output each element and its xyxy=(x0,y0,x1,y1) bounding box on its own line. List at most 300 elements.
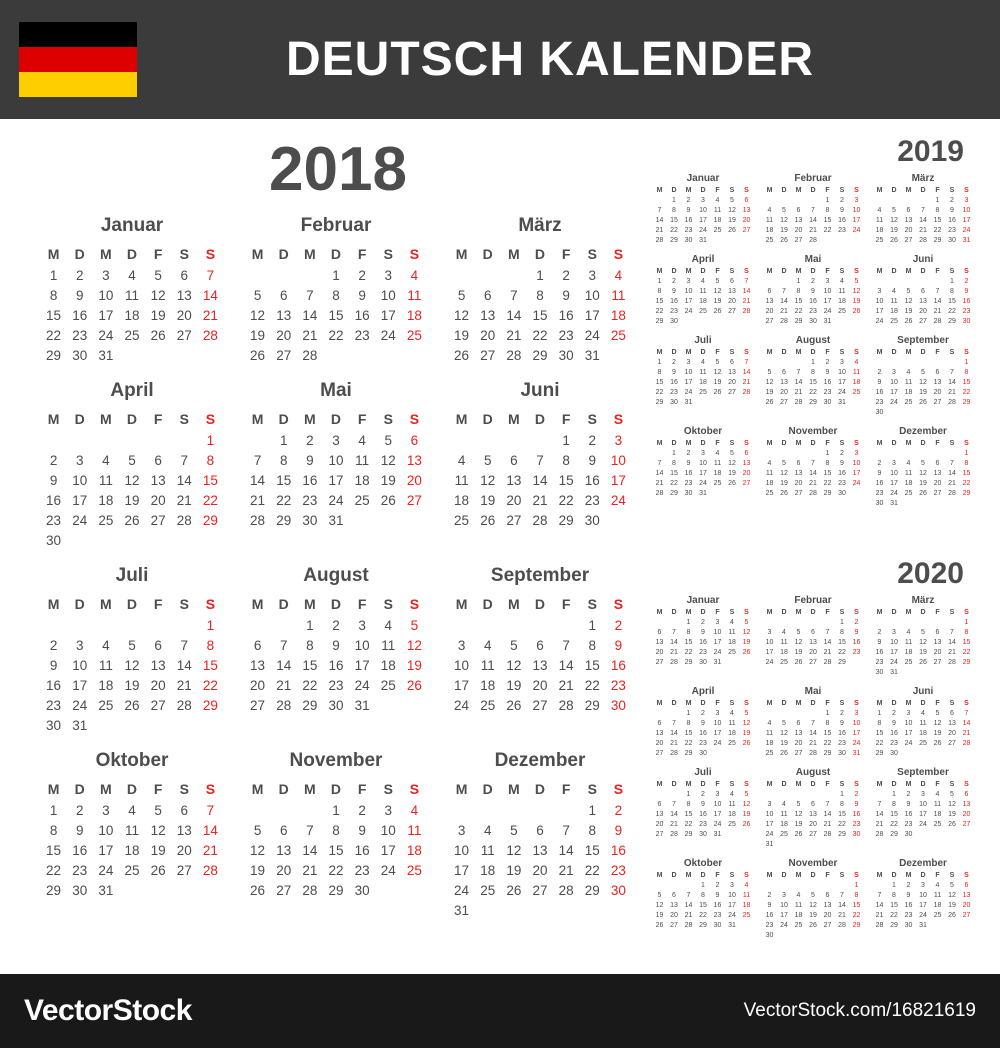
empty-day-cell xyxy=(901,668,916,678)
day-cell: 3 xyxy=(854,197,859,204)
day-cell: 22 xyxy=(890,912,898,919)
day-cell: 28 xyxy=(875,831,884,838)
empty-day-cell xyxy=(820,236,835,246)
week-row xyxy=(872,709,974,719)
weekday-header: F xyxy=(935,872,940,879)
day-cell: 18 xyxy=(838,298,846,305)
day-cell: 23 xyxy=(670,308,678,315)
empty-day-cell xyxy=(449,431,475,451)
day-cell: 10 xyxy=(852,460,861,467)
week-row xyxy=(762,931,864,941)
day-cell: 7 xyxy=(950,369,954,376)
week-row xyxy=(652,911,754,921)
year-label-2020: 2020 xyxy=(897,557,964,590)
day-cell: 5 xyxy=(483,453,492,468)
empty-day-cell xyxy=(696,398,711,408)
week-row xyxy=(41,636,224,656)
day-cell: 9 xyxy=(701,720,705,727)
weekday-header: M xyxy=(656,781,663,788)
weekday-header: S xyxy=(854,872,859,879)
week-row xyxy=(762,739,864,749)
weekday-header: S xyxy=(949,781,955,788)
day-cell: 4 xyxy=(782,801,786,808)
month-table xyxy=(872,780,974,840)
day-cell: 7 xyxy=(536,453,544,468)
empty-day-cell xyxy=(945,668,960,678)
day-cell: 18 xyxy=(765,480,774,487)
empty-day-cell xyxy=(835,931,850,941)
month-table xyxy=(762,780,864,850)
day-cell: 20 xyxy=(655,649,664,656)
week-row xyxy=(872,881,974,891)
week-row xyxy=(245,266,428,286)
weekday-header: D xyxy=(482,781,493,797)
month-name: September xyxy=(897,767,949,778)
empty-day-cell xyxy=(245,616,271,636)
day-cell: 13 xyxy=(150,473,166,488)
weekday-header: M xyxy=(766,268,773,275)
day-cell: 11 xyxy=(933,892,942,899)
empty-day-cell xyxy=(945,499,960,509)
weekday-header: S xyxy=(964,440,969,447)
day-cell: 30 xyxy=(699,659,707,666)
week-row xyxy=(762,287,864,297)
day-cell: 16 xyxy=(962,298,971,305)
day-cell: 15 xyxy=(684,730,693,737)
weekday-header: S xyxy=(744,187,749,194)
day-cell: 13 xyxy=(823,902,832,909)
day-cell: 29 xyxy=(202,698,218,713)
month-name: September xyxy=(897,335,949,346)
empty-day-cell xyxy=(872,790,887,800)
day-cell: 26 xyxy=(933,740,942,747)
weekday-header: S xyxy=(839,872,845,879)
day-cell: 13 xyxy=(933,379,942,386)
day-cell: 30 xyxy=(46,718,62,733)
week-row xyxy=(762,459,864,469)
day-cell: 28 xyxy=(933,318,942,325)
day-cell: 15 xyxy=(875,730,884,737)
day-cell: 11 xyxy=(381,638,396,653)
day-cell: 16 xyxy=(72,843,88,858)
day-cell: 10 xyxy=(890,470,898,477)
weekday-header: M xyxy=(304,596,316,612)
day-cell: 27 xyxy=(532,883,548,898)
day-cell: 21 xyxy=(875,821,884,828)
empty-day-cell xyxy=(777,840,792,850)
weekday-header: D xyxy=(891,700,897,707)
week-row xyxy=(41,451,224,471)
day-cell: 19 xyxy=(852,298,861,305)
day-cell: 9 xyxy=(767,902,772,909)
month-table xyxy=(41,779,224,901)
month-table xyxy=(449,409,632,531)
empty-day-cell xyxy=(959,408,974,418)
empty-day-cell xyxy=(872,449,887,459)
empty-day-cell xyxy=(739,236,754,246)
week-row xyxy=(449,491,632,511)
empty-day-cell xyxy=(271,801,297,821)
weekday-header: M xyxy=(656,440,663,447)
weekday-header: S xyxy=(205,781,216,797)
day-cell: 9 xyxy=(701,801,705,808)
empty-day-cell xyxy=(475,616,501,636)
week-row xyxy=(652,648,754,658)
weekday-header-row xyxy=(449,779,632,801)
day-cell: 12 xyxy=(124,473,140,488)
day-cell: 17 xyxy=(610,473,626,488)
month-table xyxy=(652,439,754,499)
day-cell: 14 xyxy=(532,473,548,488)
day-cell: 19 xyxy=(250,863,266,878)
weekday-header: S xyxy=(839,781,845,788)
empty-day-cell xyxy=(959,830,974,840)
day-cell: 22 xyxy=(823,740,832,747)
empty-day-cell xyxy=(652,709,667,719)
weekday-header-row xyxy=(762,186,864,196)
day-cell: 21 xyxy=(670,821,678,828)
empty-day-cell xyxy=(959,668,974,678)
day-cell: 14 xyxy=(742,369,751,376)
weekday-header: S xyxy=(854,268,859,275)
day-cell: 21 xyxy=(558,678,574,693)
day-cell: 10 xyxy=(584,288,600,303)
week-row xyxy=(41,676,224,696)
weekday-header: S xyxy=(744,781,749,788)
empty-day-cell xyxy=(375,346,401,366)
day-cell: 21 xyxy=(948,649,956,656)
day-cell: 27 xyxy=(728,308,736,315)
empty-day-cell xyxy=(197,346,223,366)
empty-day-cell xyxy=(171,616,197,636)
empty-day-cell xyxy=(806,931,821,941)
empty-day-cell xyxy=(762,709,777,719)
empty-day-cell xyxy=(297,801,323,821)
day-cell: 18 xyxy=(919,730,927,737)
empty-day-cell xyxy=(710,317,725,327)
week-row xyxy=(449,801,632,821)
day-cell: 25 xyxy=(852,389,861,396)
day-cell: 29 xyxy=(202,513,218,528)
day-cell: 19 xyxy=(794,649,803,656)
month-table xyxy=(652,608,754,668)
day-cell: 31 xyxy=(765,841,774,848)
empty-day-cell xyxy=(872,277,887,287)
day-cell: 24 xyxy=(890,399,898,406)
empty-day-cell xyxy=(725,317,740,327)
day-cell: 16 xyxy=(610,658,626,673)
week-row xyxy=(872,297,974,307)
weekday-header: M xyxy=(795,872,802,879)
day-cell: 10 xyxy=(713,801,722,808)
day-cell: 4 xyxy=(744,882,749,889)
week-row xyxy=(652,618,754,628)
day-cell: 19 xyxy=(506,863,522,878)
empty-day-cell xyxy=(916,749,931,759)
weekday-header: M xyxy=(766,440,773,447)
day-cell: 13 xyxy=(794,217,803,224)
day-cell: 5 xyxy=(253,288,262,303)
day-cell: 29 xyxy=(794,318,803,325)
day-cell: 8 xyxy=(672,460,676,467)
day-cell: 3 xyxy=(840,359,844,366)
day-cell: 19 xyxy=(124,678,140,693)
day-cell: 21 xyxy=(809,227,817,234)
day-cell: 10 xyxy=(875,298,884,305)
day-cell: 2 xyxy=(701,619,705,626)
weekday-header: M xyxy=(251,596,264,612)
weekday-header: D xyxy=(700,268,706,275)
day-cell: 28 xyxy=(684,922,693,929)
day-cell: 28 xyxy=(176,698,192,713)
day-cell: 24 xyxy=(852,740,861,747)
day-cell: 25 xyxy=(124,328,140,343)
day-cell: 29 xyxy=(670,490,678,497)
day-cell: 5 xyxy=(921,369,925,376)
day-cell: 19 xyxy=(765,389,774,396)
month-name: Juli xyxy=(115,565,149,586)
day-cell: 26 xyxy=(794,831,803,838)
week-row xyxy=(872,196,974,206)
week-row xyxy=(872,469,974,479)
day-cell: 21 xyxy=(794,389,803,396)
day-cell: 12 xyxy=(150,823,166,838)
day-cell: 21 xyxy=(809,480,817,487)
weekday-header: D xyxy=(920,700,926,707)
day-cell: 11 xyxy=(890,298,898,305)
day-cell: 15 xyxy=(823,730,832,737)
vectorstock-url: VectorStock.com/16821619 xyxy=(743,1000,976,1021)
day-cell: 20 xyxy=(532,863,548,878)
day-cell: 13 xyxy=(904,217,913,224)
month-juli xyxy=(32,565,232,736)
day-cell: 23 xyxy=(904,912,913,919)
month-september xyxy=(868,335,978,418)
day-cell: 5 xyxy=(744,710,749,717)
weekday-header: M xyxy=(685,609,692,616)
day-cell: 9 xyxy=(701,629,705,636)
weekday-header: S xyxy=(729,781,735,788)
day-cell: 9 xyxy=(672,288,676,295)
day-cell: 11 xyxy=(852,369,861,376)
empty-day-cell xyxy=(119,716,145,736)
day-cell: 7 xyxy=(877,892,882,899)
empty-day-cell xyxy=(725,489,740,499)
week-row xyxy=(762,277,864,287)
day-cell: 8 xyxy=(686,801,691,808)
week-row xyxy=(41,471,224,491)
day-cell: 6 xyxy=(410,433,419,448)
empty-day-cell xyxy=(762,618,777,628)
week-row xyxy=(41,326,224,346)
weekday-header: M xyxy=(905,781,912,788)
empty-day-cell xyxy=(887,196,902,206)
empty-day-cell xyxy=(119,346,145,366)
day-cell: 16 xyxy=(328,658,344,673)
day-cell: 11 xyxy=(98,658,113,673)
empty-day-cell xyxy=(901,499,916,509)
empty-day-cell xyxy=(930,749,945,759)
day-cell: 18 xyxy=(933,902,942,909)
empty-day-cell xyxy=(501,266,527,286)
day-cell: 27 xyxy=(150,513,166,528)
page-header xyxy=(0,0,1000,119)
day-cell: 2 xyxy=(588,433,597,448)
day-cell: 30 xyxy=(354,883,370,898)
day-cell: 18 xyxy=(904,389,913,396)
weekday-header-row xyxy=(245,594,428,616)
day-cell: 4 xyxy=(935,882,940,889)
empty-day-cell xyxy=(945,618,960,628)
day-cell: 28 xyxy=(838,922,846,929)
week-row xyxy=(449,676,632,696)
day-cell: 9 xyxy=(840,460,844,467)
weekday-header: M xyxy=(795,440,802,447)
day-cell: 23 xyxy=(610,863,626,878)
month-table xyxy=(41,409,224,551)
day-cell: 4 xyxy=(906,629,911,636)
week-row xyxy=(245,451,428,471)
day-cell: 22 xyxy=(684,740,693,747)
day-cell: 25 xyxy=(794,922,803,929)
day-cell: 22 xyxy=(276,493,292,508)
empty-day-cell xyxy=(901,196,916,206)
day-cell: 3 xyxy=(384,803,393,818)
weekday-header: S xyxy=(744,440,749,447)
weekday-header: M xyxy=(685,440,692,447)
day-cell: 28 xyxy=(875,922,884,929)
day-cell: 8 xyxy=(840,801,844,808)
day-cell: 8 xyxy=(964,629,969,636)
empty-day-cell xyxy=(791,709,806,719)
weekday-header: D xyxy=(278,411,289,427)
day-cell: 16 xyxy=(610,843,626,858)
month-märz xyxy=(440,215,640,366)
day-cell: 29 xyxy=(670,237,678,244)
week-row xyxy=(762,840,864,850)
day-cell: 1 xyxy=(332,803,340,818)
day-cell: 24 xyxy=(610,493,626,508)
weekday-header-row xyxy=(41,409,224,431)
week-row xyxy=(762,489,864,499)
weekday-header-row xyxy=(762,267,864,277)
day-cell: 12 xyxy=(380,453,396,468)
day-cell: 27 xyxy=(670,922,678,929)
day-cell: 21 xyxy=(302,863,318,878)
day-cell: 28 xyxy=(670,659,678,666)
day-cell: 18 xyxy=(765,227,774,234)
weekday-header: S xyxy=(409,781,420,797)
empty-day-cell xyxy=(849,658,864,668)
weekday-header: M xyxy=(795,609,802,616)
day-cell: 12 xyxy=(919,470,927,477)
day-cell: 2 xyxy=(672,359,676,366)
day-cell: 7 xyxy=(825,801,830,808)
weekday-header: M xyxy=(685,187,692,194)
day-cell: 27 xyxy=(962,821,971,828)
weekday-header: S xyxy=(409,596,420,612)
empty-day-cell xyxy=(93,431,119,451)
day-cell: 18 xyxy=(699,379,707,386)
day-cell: 22 xyxy=(584,863,600,878)
week-row xyxy=(652,891,754,901)
day-cell: 22 xyxy=(962,480,971,487)
day-cell: 2 xyxy=(950,197,954,204)
weekday-header: S xyxy=(613,411,624,427)
empty-day-cell xyxy=(916,277,931,287)
empty-day-cell xyxy=(739,749,754,759)
weekday-header: M xyxy=(685,781,692,788)
empty-day-cell xyxy=(901,408,916,418)
day-cell: 16 xyxy=(46,493,62,508)
day-cell: 13 xyxy=(742,207,751,214)
weekday-header: S xyxy=(839,187,845,194)
day-cell: 10 xyxy=(713,720,722,727)
day-cell: 29 xyxy=(933,237,942,244)
empty-day-cell xyxy=(777,709,792,719)
weekday-header: F xyxy=(935,349,940,356)
month-oktober xyxy=(32,750,232,921)
week-row xyxy=(245,801,428,821)
weekday-header: M xyxy=(251,411,264,427)
day-cell: 24 xyxy=(713,649,722,656)
weekday-header: S xyxy=(744,349,749,356)
empty-day-cell xyxy=(553,801,579,821)
day-cell: 20 xyxy=(250,678,266,693)
day-cell: 30 xyxy=(838,490,846,497)
weekday-header: F xyxy=(825,781,830,788)
weekday-header: D xyxy=(891,268,897,275)
month-name: November xyxy=(788,858,838,869)
weekday-header: S xyxy=(964,872,969,879)
empty-day-cell xyxy=(820,931,835,941)
weekday-header: M xyxy=(656,872,663,879)
week-row xyxy=(872,489,974,499)
day-cell: 9 xyxy=(854,801,859,808)
day-cell: 23 xyxy=(713,912,722,919)
day-cell: 17 xyxy=(713,639,722,646)
weekday-header: D xyxy=(482,246,493,262)
week-row xyxy=(449,346,632,366)
day-cell: 7 xyxy=(562,638,570,653)
day-cell: 12 xyxy=(250,843,266,858)
empty-day-cell xyxy=(119,531,145,551)
day-cell: 9 xyxy=(614,823,623,838)
empty-day-cell xyxy=(777,196,792,206)
month-table xyxy=(762,267,864,327)
day-cell: 7 xyxy=(306,823,314,838)
week-row xyxy=(762,297,864,307)
day-cell: 5 xyxy=(782,460,786,467)
month-name: März xyxy=(911,595,935,606)
day-cell: 9 xyxy=(358,288,366,303)
empty-day-cell xyxy=(171,716,197,736)
month-november xyxy=(236,750,436,921)
weekday-header: M xyxy=(304,411,316,427)
day-cell: 14 xyxy=(933,298,942,305)
day-cell: 11 xyxy=(780,639,788,646)
empty-day-cell xyxy=(579,901,605,921)
day-cell: 13 xyxy=(962,801,971,808)
empty-day-cell xyxy=(401,511,427,531)
day-cell: 27 xyxy=(655,659,664,666)
day-cell: 9 xyxy=(358,823,366,838)
empty-day-cell xyxy=(887,408,902,418)
week-row xyxy=(762,881,864,891)
day-cell: 8 xyxy=(935,207,940,214)
weekday-header: M xyxy=(876,781,883,788)
day-cell: 17 xyxy=(765,649,774,656)
